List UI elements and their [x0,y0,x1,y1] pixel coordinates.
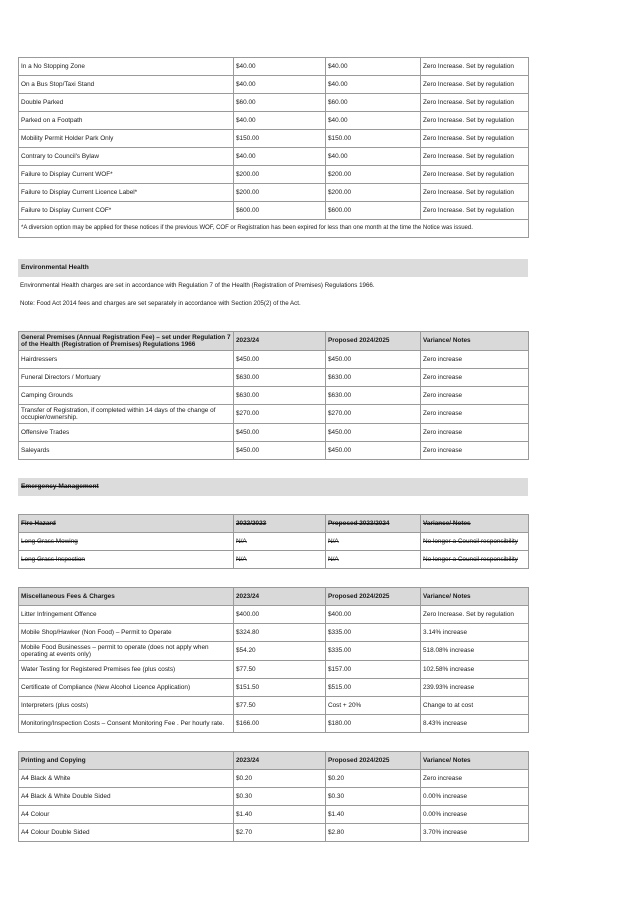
header-current: 2023/24 [234,588,326,606]
row-notes: Zero increase [421,770,529,788]
row-item: Water Testing for Registered Premises fee (plus costs) [19,661,234,679]
row-current: $630.00 [234,387,326,405]
row-current: $450.00 [234,442,326,460]
row-current: $630.00 [234,369,326,387]
miscellaneous-fees-table [18,587,529,733]
row-item: Contrary to Council's Bylaw [19,148,234,166]
table-row [19,642,529,661]
row-notes: Change to at cost [421,697,529,715]
row-item: Long Grass Inspection [19,551,234,569]
table-row [19,166,529,184]
header-current: 2023/24 [234,332,326,351]
row-item: A4 Black & White Double Sided [19,788,234,806]
row-item: In a No Stopping Zone [19,58,234,76]
header-item: General Premises (Annual Registration Fee) – set under Regulation 7 of the Health (Registration of Premises) Regulations 1966 [19,332,234,351]
row-notes: No longer a Council responsibility [421,551,529,569]
row-notes: Zero increase [421,387,529,405]
fire-table-header [19,515,529,533]
row-current: $40.00 [234,148,326,166]
row-notes: 0.00% increase [421,788,529,806]
header-current: 2022/2023 [234,515,326,533]
row-proposed: N/A [326,551,421,569]
row-item: Litter Infringement Offence [19,606,234,624]
row-proposed: $200.00 [326,184,421,202]
row-notes: Zero Increase. Set by regulation [421,148,529,166]
row-item: Transfer of Registration, if completed within 14 days of the change of occupier/ownership. [19,405,234,424]
row-current: $200.00 [234,184,326,202]
table-row [19,369,529,387]
row-item: Interpreters (plus costs) [19,697,234,715]
row-proposed: $0.20 [326,770,421,788]
misc-table-header [19,588,529,606]
row-notes: Zero Increase. Set by regulation [421,202,529,220]
table-row [19,624,529,642]
row-current: N/A [234,551,326,569]
row-proposed: $0.30 [326,788,421,806]
row-current: $40.00 [234,58,326,76]
row-notes: 3.70% increase [421,824,529,842]
table-row [19,533,529,551]
printing-table-body [19,770,529,842]
header-row [19,752,529,770]
row-notes: 0.00% increase [421,806,529,824]
table-row [19,770,529,788]
row-notes: Zero Increase. Set by regulation [421,112,529,130]
row-current: $0.20 [234,770,326,788]
row-current: $324.80 [234,624,326,642]
header-notes: Variance/ Notes [421,332,529,351]
row-proposed: $2.80 [326,824,421,842]
row-current: $200.00 [234,166,326,184]
row-current: $60.00 [234,94,326,112]
row-item: Hairdressers [19,351,234,369]
row-proposed: Cost + 20% [326,697,421,715]
premises-fees-table [18,331,529,460]
row-item: A4 Black & White [19,770,234,788]
row-item: Funeral Directors / Mortuary [19,369,234,387]
table-row [19,697,529,715]
row-item: A4 Colour [19,806,234,824]
row-item: Failure to Display Current Licence Label* [19,184,234,202]
row-notes: Zero increase [421,369,529,387]
row-current: $2.70 [234,824,326,842]
header-proposed: Proposed 2023/2024 [326,515,421,533]
header-notes: Variance/ Notes [421,588,529,606]
table-row [19,58,529,76]
header-item: Fire Hazard [19,515,234,533]
row-current: $1.40 [234,806,326,824]
row-proposed: $515.00 [326,679,421,697]
row-current: $166.00 [234,715,326,733]
row-notes: Zero increase [421,405,529,424]
row-notes: 518.08% increase [421,642,529,661]
row-notes: Zero increase [421,442,529,460]
row-notes: 239.93% increase [421,679,529,697]
row-item: Double Parked [19,94,234,112]
row-proposed: N/A [326,533,421,551]
row-notes: No longer a Council responsibility [421,533,529,551]
header-current: 2023/24 [234,752,326,770]
header-row [19,515,529,533]
header-notes: Variance/ Notes [421,752,529,770]
row-current: $0.30 [234,788,326,806]
table-row [19,94,529,112]
header-item: Printing and Copying [19,752,234,770]
row-item: Failure to Display Current COF* [19,202,234,220]
table-row [19,387,529,405]
section-heading-emergency-management: Emergency Management [18,478,528,496]
row-proposed: $40.00 [326,148,421,166]
row-proposed: $450.00 [326,442,421,460]
row-notes: Zero increase [421,351,529,369]
row-current: $600.00 [234,202,326,220]
row-proposed: $1.40 [326,806,421,824]
row-proposed: $630.00 [326,387,421,405]
row-proposed: $180.00 [326,715,421,733]
table-row [19,424,529,442]
row-notes: Zero Increase. Set by regulation [421,130,529,148]
row-item: A4 Colour Double Sided [19,824,234,842]
row-proposed: $335.00 [326,642,421,661]
section-heading-environmental-health: Environmental Health [18,259,528,277]
table-row [19,824,529,842]
header-notes: Variance/ Notes [421,515,529,533]
fire-table-body [19,533,529,569]
row-current: $150.00 [234,130,326,148]
row-item: Mobile Shop/Hawker (Non Food) – Permit to Operate [19,624,234,642]
table-row [19,351,529,369]
row-item: On a Bus Stop/Taxi Stand [19,76,234,94]
row-item: Offensive Trades [19,424,234,442]
table-row [19,679,529,697]
header-row [19,588,529,606]
row-notes: Zero Increase. Set by regulation [421,606,529,624]
row-item: Long Grass Mowing [19,533,234,551]
row-proposed: $450.00 [326,424,421,442]
row-current: $77.50 [234,661,326,679]
row-item: Parked on a Footpath [19,112,234,130]
row-notes: Zero Increase. Set by regulation [421,184,529,202]
food-act-note: Note: Food Act 2014 fees and charges are set separately in accordance with Section 205(2) of the Act. [20,300,301,307]
row-item: Failure to Display Current WOF* [19,166,234,184]
row-current: $77.50 [234,697,326,715]
row-proposed: $400.00 [326,606,421,624]
table-row [19,661,529,679]
row-current: $54.20 [234,642,326,661]
table-row [19,788,529,806]
row-proposed: $157.00 [326,661,421,679]
row-current: $270.00 [234,405,326,424]
row-notes: 8.43% increase [421,715,529,733]
table-row [19,202,529,220]
row-proposed: $40.00 [326,76,421,94]
table-row [19,405,529,424]
header-item: Miscellaneous Fees & Charges [19,588,234,606]
row-notes: Zero Increase. Set by regulation [421,94,529,112]
printing-table-header [19,752,529,770]
row-notes: Zero increase [421,424,529,442]
table-row [19,806,529,824]
table-row [19,130,529,148]
header-row [19,332,529,351]
row-notes: Zero Increase. Set by regulation [421,76,529,94]
parking-fees-table [18,57,529,238]
row-current: $450.00 [234,351,326,369]
printing-copying-table [18,751,529,842]
row-proposed: $630.00 [326,369,421,387]
row-current: $40.00 [234,112,326,130]
row-current: $40.00 [234,76,326,94]
misc-table-body [19,606,529,733]
row-item: Camping Grounds [19,387,234,405]
row-notes: 3.14% increase [421,624,529,642]
table-row [19,148,529,166]
header-proposed: Proposed 2024/2025 [326,588,421,606]
header-proposed: Proposed 2024/2025 [326,332,421,351]
premises-table-body [19,351,529,460]
parking-table-body [19,58,529,238]
row-current: $400.00 [234,606,326,624]
row-proposed: $600.00 [326,202,421,220]
row-item: Monitoring/Inspection Costs – Consent Monitoring Fee . Per hourly rate. [19,715,234,733]
row-proposed: $40.00 [326,112,421,130]
row-proposed: $270.00 [326,405,421,424]
row-current: N/A [234,533,326,551]
row-item: Mobile Food Businesses – permit to operate (does not apply when operating at events only) [19,642,234,661]
footnote: *A diversion option may be applied for these notices if the previous WOF, COF or Registration has been expired for less than one month at the time the Notice was issued. [19,220,529,238]
table-row [19,76,529,94]
row-proposed: $60.00 [326,94,421,112]
table-row [19,184,529,202]
table-row [19,442,529,460]
premises-table-header [19,332,529,351]
header-proposed: Proposed 2024/2025 [326,752,421,770]
row-proposed: $150.00 [326,130,421,148]
fire-hazard-table [18,514,529,569]
row-proposed: $40.00 [326,58,421,76]
row-current: $151.50 [234,679,326,697]
footnote-row [19,220,529,238]
row-item: Certificate of Compliance (New Alcohol Licence Application) [19,679,234,697]
row-notes: Zero Increase. Set by regulation [421,166,529,184]
row-notes: Zero Increase. Set by regulation [421,58,529,76]
environmental-health-paragraph: Environmental Health charges are set in accordance with Regulation 7 of the Health (Registration of Premises) Regulations 1966. [20,282,375,289]
row-proposed: $200.00 [326,166,421,184]
row-item: Mobility Permit Holder Park Only [19,130,234,148]
row-proposed: $450.00 [326,351,421,369]
table-row [19,606,529,624]
row-current: $450.00 [234,424,326,442]
row-proposed: $335.00 [326,624,421,642]
table-row [19,551,529,569]
table-row [19,715,529,733]
table-row [19,112,529,130]
row-item: Saleyards [19,442,234,460]
row-notes: 102.58% increase [421,661,529,679]
